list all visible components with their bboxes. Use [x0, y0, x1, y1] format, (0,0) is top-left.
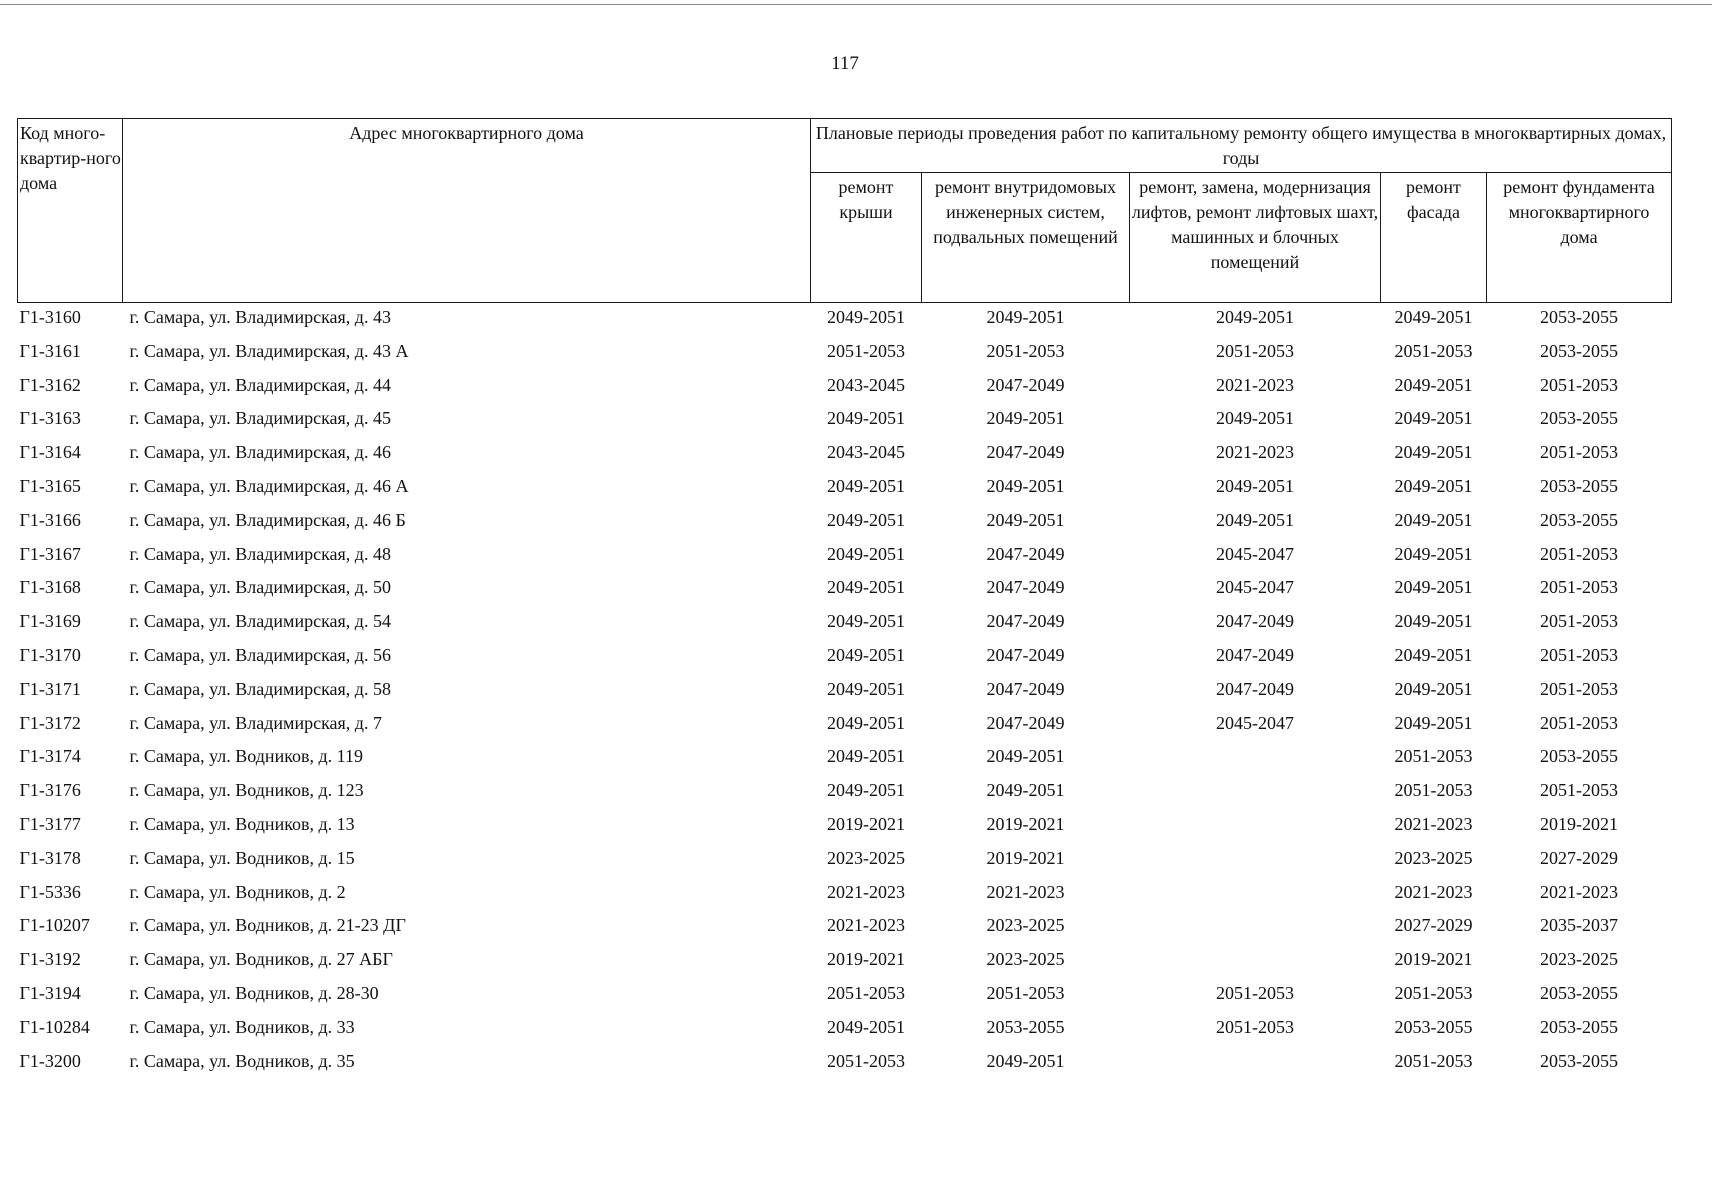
- cell-engineering-systems: 2023-2025: [986, 949, 1065, 970]
- cell-foundation: 2053-2055: [1540, 509, 1619, 530]
- table-row: [18, 643, 1672, 677]
- scan-top-rule: [0, 4, 1712, 5]
- cell-engineering-systems: 2021-2023: [986, 881, 1065, 902]
- cell-roof: 2019-2021: [827, 949, 905, 970]
- cell-foundation: 2051-2053: [1540, 543, 1619, 564]
- cell-facade: 2021-2023: [1394, 881, 1473, 902]
- cell-engineering-systems: 2049-2051: [986, 408, 1065, 429]
- cell-lifts: 2049-2051: [1216, 307, 1294, 327]
- cell-code: Г1-3174: [19, 746, 81, 767]
- cell-engineering-systems: 2047-2049: [986, 678, 1065, 699]
- cell-engineering-systems: 2047-2049: [986, 442, 1065, 463]
- cell-engineering-systems: 2049-2051: [986, 509, 1065, 530]
- cell-roof: 2049-2051: [827, 1016, 905, 1037]
- header-code: Код много-квартир-ного дома: [18, 119, 123, 303]
- cell-address: г. Самара, ул. Водников, д. 21-23 ДГ: [129, 915, 406, 936]
- cell-lifts: [1130, 913, 1381, 947]
- cell-foundation: 2021-2023: [1540, 881, 1619, 902]
- cell-roof: 2049-2051: [827, 712, 905, 733]
- cell-code: Г1-3200: [19, 1050, 81, 1071]
- cell-code: Г1-10207: [19, 915, 90, 936]
- cell-facade: 2051-2053: [1394, 780, 1473, 801]
- cell-facade: 2023-2025: [1394, 847, 1473, 868]
- cell-lifts: 2049-2051: [1216, 475, 1294, 496]
- cell-roof: 2049-2051: [827, 780, 905, 801]
- cell-code: Г1-5336: [19, 881, 81, 902]
- cell-lifts: 2045-2047: [1216, 712, 1294, 733]
- cell-lifts: [1130, 880, 1381, 914]
- cell-facade: 2049-2051: [1394, 475, 1473, 496]
- cell-foundation: 2053-2055: [1540, 1016, 1619, 1037]
- cell-lifts: 2045-2047: [1216, 543, 1294, 564]
- table-row: [18, 609, 1672, 643]
- cell-roof: 2049-2051: [827, 509, 905, 530]
- cell-lifts: 2051-2053: [1216, 1016, 1294, 1037]
- table-row: [18, 744, 1672, 778]
- table-row: [18, 575, 1672, 609]
- table-row: [18, 474, 1672, 508]
- cell-facade: 2049-2051: [1394, 307, 1473, 327]
- cell-engineering-systems: 2023-2025: [986, 915, 1065, 936]
- header-address: Адрес многоквартирного дома: [123, 119, 811, 303]
- cell-address: г. Самара, ул. Водников, д. 35: [129, 1050, 355, 1071]
- table-row: [18, 1015, 1672, 1049]
- cell-engineering-systems: 2047-2049: [986, 577, 1065, 598]
- table-row: [18, 711, 1672, 745]
- cell-roof: 2049-2051: [827, 644, 905, 665]
- table-row: [18, 406, 1672, 440]
- cell-roof: 2019-2021: [827, 813, 905, 834]
- table-row: [18, 677, 1672, 711]
- cell-lifts: 2047-2049: [1216, 611, 1294, 632]
- table-row: [18, 846, 1672, 880]
- cell-foundation: 2053-2055: [1540, 408, 1619, 429]
- cell-facade: 2049-2051: [1394, 374, 1473, 395]
- table-row: [18, 812, 1672, 846]
- cell-engineering-systems: 2049-2051: [986, 475, 1065, 496]
- cell-lifts: [1130, 744, 1381, 778]
- cell-address: г. Самара, ул. Владимирская, д. 54: [129, 611, 391, 632]
- table-row: [18, 880, 1672, 914]
- cell-address: г. Самара, ул. Водников, д. 27 АБГ: [129, 949, 393, 970]
- table-row: [18, 440, 1672, 474]
- cell-engineering-systems: 2049-2051: [986, 780, 1065, 801]
- cell-lifts: 2047-2049: [1216, 644, 1294, 665]
- cell-foundation: 2053-2055: [1540, 475, 1619, 496]
- header-roof: ремонт крыши: [811, 173, 922, 303]
- cell-address: г. Самара, ул. Владимирская, д. 46 Б: [129, 509, 406, 530]
- cell-engineering-systems: 2047-2049: [986, 543, 1065, 564]
- cell-address: г. Самара, ул. Владимирская, д. 7: [129, 712, 382, 733]
- cell-roof: 2049-2051: [827, 307, 905, 327]
- cell-lifts: [1130, 947, 1381, 981]
- cell-foundation: 2051-2053: [1540, 678, 1619, 699]
- cell-code: Г1-3167: [19, 543, 81, 564]
- cell-code: Г1-3170: [19, 644, 81, 665]
- cell-roof: 2023-2025: [827, 847, 905, 868]
- cell-engineering-systems: 2047-2049: [986, 712, 1065, 733]
- cell-code: Г1-3177: [19, 813, 81, 834]
- cell-roof: 2049-2051: [827, 475, 905, 496]
- cell-code: Г1-10284: [19, 1016, 90, 1037]
- cell-lifts: 2021-2023: [1216, 374, 1294, 395]
- cell-foundation: 2051-2053: [1540, 644, 1619, 665]
- table-row: [18, 778, 1672, 812]
- table-row: [18, 303, 1672, 339]
- cell-roof: 2043-2045: [827, 442, 905, 463]
- cell-engineering-systems: 2049-2051: [986, 1050, 1065, 1071]
- cell-roof: 2049-2051: [827, 543, 905, 564]
- cell-engineering-systems: 2051-2053: [986, 340, 1065, 361]
- cell-roof: 2049-2051: [827, 408, 905, 429]
- cell-lifts: [1130, 812, 1381, 846]
- cell-roof: 2049-2051: [827, 611, 905, 632]
- cell-address: г. Самара, ул. Владимирская, д. 48: [129, 543, 391, 564]
- cell-address: г. Самара, ул. Владимирская, д. 44: [129, 374, 391, 395]
- cell-engineering-systems: 2019-2021: [986, 813, 1065, 834]
- cell-address: г. Самара, ул. Владимирская, д. 58: [129, 678, 391, 699]
- cell-foundation: 2053-2055: [1540, 307, 1619, 327]
- cell-facade: 2019-2021: [1394, 949, 1473, 970]
- cell-address: г. Самара, ул. Владимирская, д. 56: [129, 644, 391, 665]
- cell-code: Г1-3166: [19, 509, 81, 530]
- cell-code: Г1-3192: [19, 949, 81, 970]
- cell-address: г. Самара, ул. Водников, д. 2: [129, 881, 346, 902]
- cell-lifts: 2051-2053: [1216, 340, 1294, 361]
- cell-facade: 2051-2053: [1394, 746, 1473, 767]
- cell-engineering-systems: 2047-2049: [986, 611, 1065, 632]
- cell-lifts: [1130, 1049, 1381, 1083]
- cell-facade: 2021-2023: [1394, 813, 1473, 834]
- cell-code: Г1-3161: [19, 340, 81, 361]
- cell-facade: 2049-2051: [1394, 644, 1473, 665]
- cell-foundation: 2035-2037: [1540, 915, 1619, 936]
- cell-engineering-systems: 2053-2055: [986, 1016, 1065, 1037]
- cell-code: Г1-3164: [19, 442, 81, 463]
- cell-address: г. Самара, ул. Водников, д. 123: [129, 780, 364, 801]
- cell-engineering-systems: 2049-2051: [986, 307, 1065, 327]
- cell-foundation: 2053-2055: [1540, 1050, 1619, 1071]
- header-facade: ремонт фасада: [1381, 173, 1487, 303]
- cell-foundation: 2051-2053: [1540, 712, 1619, 733]
- table-body: [18, 303, 1672, 1083]
- cell-lifts: [1130, 778, 1381, 812]
- table-row: [18, 947, 1672, 981]
- header-row-top: [18, 119, 1672, 173]
- table-header: [18, 119, 1672, 303]
- cell-address: г. Самара, ул. Водников, д. 15: [129, 847, 355, 868]
- cell-engineering-systems: 2019-2021: [986, 847, 1065, 868]
- cell-facade: 2027-2029: [1394, 915, 1473, 936]
- cell-facade: 2049-2051: [1394, 577, 1473, 598]
- cell-engineering-systems: 2047-2049: [986, 374, 1065, 395]
- table-row: [18, 339, 1672, 373]
- cell-foundation: 2019-2021: [1540, 813, 1619, 834]
- cell-code: Г1-3168: [19, 577, 81, 598]
- cell-address: г. Самара, ул. Водников, д. 119: [129, 746, 364, 767]
- cell-address: г. Самара, ул. Водников, д. 33: [129, 1016, 355, 1037]
- cell-address: г. Самара, ул. Водников, д. 13: [129, 813, 355, 834]
- cell-lifts: 2021-2023: [1216, 442, 1294, 463]
- cell-code: Г1-3178: [19, 847, 81, 868]
- cell-code: Г1-3176: [19, 780, 81, 801]
- cell-roof: 2051-2053: [827, 340, 905, 361]
- cell-address: г. Самара, ул. Владимирская, д. 43 А: [129, 340, 409, 361]
- cell-code: Г1-3169: [19, 611, 81, 632]
- cell-lifts: [1130, 846, 1381, 880]
- table-row: [18, 1049, 1672, 1083]
- cell-lifts: 2045-2047: [1216, 577, 1294, 598]
- header-foundation: ремонт фундамента многоквартирного дома: [1487, 173, 1672, 303]
- table-row: [18, 542, 1672, 576]
- cell-roof: 2049-2051: [827, 746, 905, 767]
- cell-foundation: 2051-2053: [1540, 374, 1619, 395]
- cell-roof: 2049-2051: [827, 577, 905, 598]
- cell-engineering-systems: 2049-2051: [986, 746, 1065, 767]
- cell-code: Г1-3162: [19, 374, 81, 395]
- cell-roof: 2043-2045: [827, 374, 905, 395]
- cell-code: Г1-3171: [19, 678, 81, 699]
- table-row: [18, 913, 1672, 947]
- cell-address: г. Самара, ул. Владимирская, д. 50: [129, 577, 391, 598]
- cell-foundation: 2051-2053: [1540, 442, 1619, 463]
- cell-facade: 2049-2051: [1394, 509, 1473, 530]
- cell-lifts: 2049-2051: [1216, 408, 1294, 429]
- cell-address: г. Самара, ул. Водников, д. 28-30: [129, 982, 379, 1003]
- cell-facade: 2049-2051: [1394, 543, 1473, 564]
- cell-foundation: 2023-2025: [1540, 949, 1619, 970]
- cell-code: Г1-3165: [19, 475, 81, 496]
- cell-facade: 2049-2051: [1394, 678, 1473, 699]
- cell-foundation: 2051-2053: [1540, 577, 1619, 598]
- cell-facade: 2053-2055: [1394, 1016, 1473, 1037]
- cell-code: Г1-3163: [19, 408, 81, 429]
- cell-address: г. Самара, ул. Владимирская, д. 43: [129, 307, 391, 327]
- cell-foundation: 2051-2053: [1540, 780, 1619, 801]
- cell-facade: 2051-2053: [1394, 340, 1473, 361]
- cell-facade: 2051-2053: [1394, 982, 1473, 1003]
- cell-address: г. Самара, ул. Владимирская, д. 46 А: [129, 475, 409, 496]
- header-planned-periods: Плановые периоды проведения работ по капитальному ремонту общего имущества в многоквартирных домах, годы: [811, 119, 1672, 173]
- cell-code: Г1-3172: [19, 712, 81, 733]
- cell-foundation: 2053-2055: [1540, 746, 1619, 767]
- cell-facade: 2049-2051: [1394, 712, 1473, 733]
- capital-repair-schedule-table: [17, 118, 1672, 1082]
- cell-foundation: 2027-2029: [1540, 847, 1619, 868]
- cell-facade: 2049-2051: [1394, 442, 1473, 463]
- cell-roof: 2051-2053: [827, 982, 905, 1003]
- cell-facade: 2049-2051: [1394, 611, 1473, 632]
- table-row: [18, 508, 1672, 542]
- cell-facade: 2049-2051: [1394, 408, 1473, 429]
- cell-foundation: 2053-2055: [1540, 340, 1619, 361]
- cell-roof: 2021-2023: [827, 915, 905, 936]
- header-engineering-systems: ремонт внутридомовых инженерных систем, подвальных помещений: [922, 173, 1130, 303]
- cell-lifts: 2051-2053: [1216, 982, 1294, 1003]
- cell-code: Г1-3194: [19, 982, 81, 1003]
- cell-engineering-systems: 2047-2049: [986, 644, 1065, 665]
- cell-address: г. Самара, ул. Владимирская, д. 46: [129, 442, 391, 463]
- cell-lifts: 2047-2049: [1216, 678, 1294, 699]
- table-row: [18, 981, 1672, 1015]
- cell-lifts: 2049-2051: [1216, 509, 1294, 530]
- cell-facade: 2051-2053: [1394, 1050, 1473, 1071]
- cell-engineering-systems: 2051-2053: [986, 982, 1065, 1003]
- table-row: [18, 373, 1672, 407]
- cell-foundation: 2051-2053: [1540, 611, 1619, 632]
- cell-roof: 2051-2053: [827, 1050, 905, 1071]
- cell-foundation: 2053-2055: [1540, 982, 1619, 1003]
- cell-roof: 2049-2051: [827, 678, 905, 699]
- cell-code: Г1-3160: [19, 307, 81, 327]
- page-number: 117: [831, 53, 859, 74]
- header-lifts: ремонт, замена, модернизация лифтов, ремонт лифтовых шахт, машинных и блочных помещений: [1130, 173, 1381, 303]
- cell-address: г. Самара, ул. Владимирская, д. 45: [129, 408, 391, 429]
- cell-roof: 2021-2023: [827, 881, 905, 902]
